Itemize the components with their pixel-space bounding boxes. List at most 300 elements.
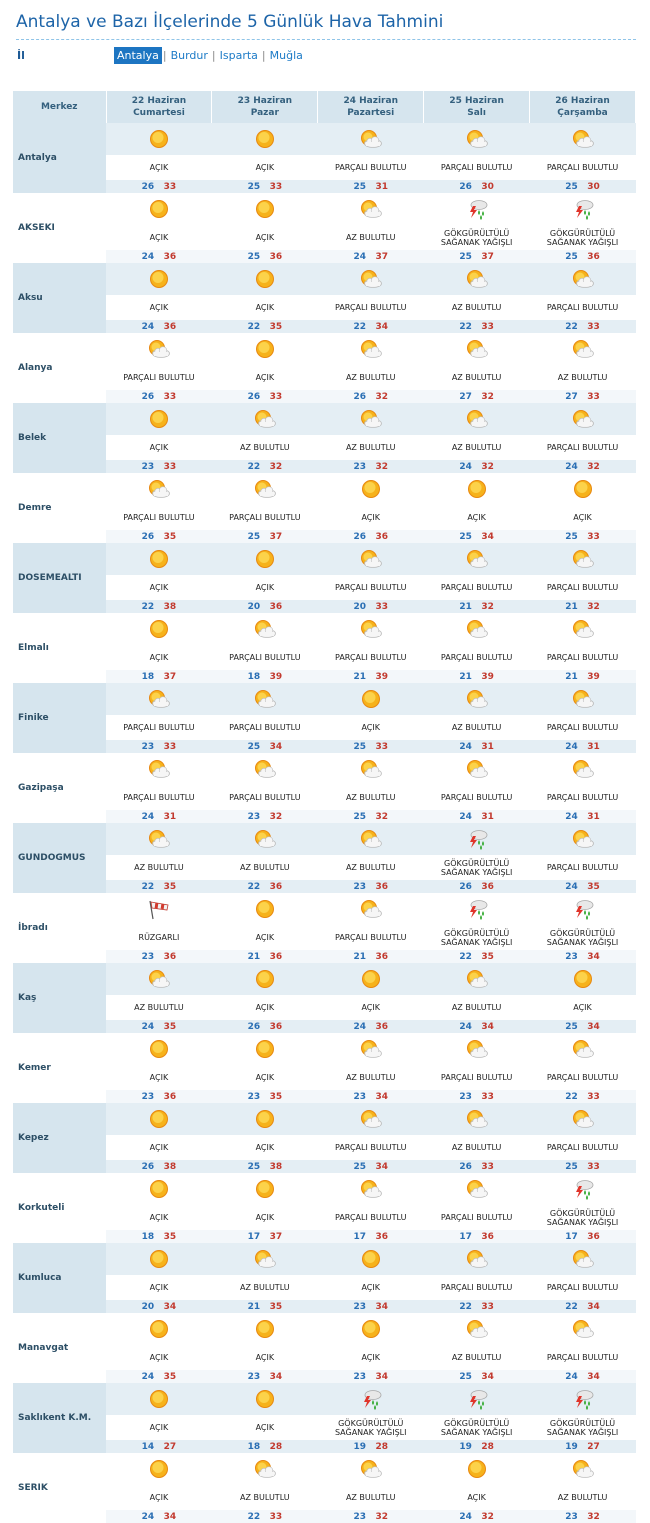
max-temperature: 34: [481, 531, 494, 542]
condition-text: PARÇALI BULUTLU: [440, 653, 513, 662]
sun-icon: [253, 1039, 277, 1058]
weather-icon-cell: [424, 683, 530, 715]
city-name[interactable]: Saklıkent K.M.: [13, 1383, 106, 1453]
min-temperature: 24: [141, 321, 155, 332]
weather-icon-cell: [318, 1383, 424, 1415]
condition-text: AZ BULUTLU: [212, 435, 318, 460]
weather-icon-cell: [318, 1243, 424, 1275]
condition-text: PARÇALI BULUTLU: [530, 715, 636, 740]
weather-icon-cell: [424, 543, 530, 575]
city-row-conditions: [13, 295, 636, 320]
thunderstorm-icon: [465, 1389, 489, 1408]
max-temperature: 33: [163, 741, 177, 752]
temperature-cell: [424, 880, 530, 893]
day-header: [530, 91, 636, 123]
condition-text: RÜZGARLI: [138, 933, 180, 942]
max-temperature: 32: [481, 391, 494, 402]
city-name[interactable]: Kumluca: [13, 1243, 106, 1313]
condition-text: AÇIK: [361, 513, 380, 522]
max-temperature: 36: [269, 601, 283, 612]
condition-text: AÇIK: [106, 1135, 212, 1160]
city-name[interactable]: AKSEKI: [13, 193, 106, 263]
city-row-conditions: [13, 645, 636, 670]
city-name[interactable]: Gazipaşa: [13, 753, 106, 823]
weather-icon-cell: [106, 123, 212, 155]
day-weekday: Pazar: [250, 108, 279, 118]
temperature-cell: [212, 460, 318, 473]
weather-icon-cell: [318, 613, 424, 645]
city-name[interactable]: Finike: [13, 683, 106, 753]
temperature-cell: [212, 1160, 318, 1173]
weather-icon-cell: [212, 1033, 318, 1065]
max-temperature: 30: [481, 181, 494, 192]
max-temperature: 31: [481, 811, 494, 822]
city-name[interactable]: Kepez: [13, 1103, 106, 1173]
city-row-icons: [13, 893, 636, 925]
temperature-cell: [424, 600, 530, 613]
temperature-cell: [318, 740, 424, 753]
min-temperature: 23: [565, 1511, 578, 1522]
weather-icon-cell: [530, 753, 636, 785]
partly-cloudy-icon: [359, 549, 383, 568]
weather-icon-cell: [424, 193, 530, 225]
min-temperature: 23: [247, 811, 261, 822]
condition-text: GÖKGÜRÜLTÜLÜ SAĞANAK YAĞIŞLI: [440, 928, 513, 947]
weather-icon-cell: [530, 963, 636, 995]
city-row-conditions: [13, 785, 636, 810]
min-temperature: 22: [565, 1301, 578, 1312]
sun-icon: [465, 479, 489, 498]
max-temperature: 34: [269, 1371, 283, 1382]
temperature-cell: [106, 950, 212, 963]
weather-icon-cell: [106, 1173, 212, 1205]
max-temperature: 33: [587, 391, 600, 402]
city-row-icons: [13, 1103, 636, 1135]
temperature-cell: [530, 460, 636, 473]
weather-icon-cell: [106, 403, 212, 435]
condition-text: PARÇALI BULUTLU: [123, 373, 195, 382]
min-temperature: 24: [565, 1371, 578, 1382]
min-temperature: 19: [459, 1441, 472, 1452]
tab-separator: |: [162, 49, 167, 62]
condition-text: AZ BULUTLU: [345, 233, 396, 242]
max-temperature: 33: [587, 531, 600, 542]
max-temperature: 34: [375, 1161, 388, 1172]
city-name[interactable]: Manavgat: [13, 1313, 106, 1383]
sun-icon: [253, 549, 277, 568]
table-body: [13, 123, 636, 1523]
city-row-conditions: [13, 1135, 636, 1160]
city-row-icons: [13, 1033, 636, 1065]
sun-icon: [253, 1179, 277, 1198]
max-temperature: 32: [269, 811, 283, 822]
temperature-cell: [106, 1440, 212, 1453]
max-temperature: 34: [587, 951, 600, 962]
min-temperature: 26: [141, 391, 155, 402]
province-label: İl: [17, 49, 25, 62]
min-temperature: 22: [565, 321, 578, 332]
city-name[interactable]: Antalya: [13, 123, 106, 193]
min-temperature: 22: [247, 881, 261, 892]
min-temperature: 25: [247, 181, 261, 192]
condition-text: GÖKGÜRÜLTÜLÜ SAĞANAK YAĞIŞLI: [546, 1208, 619, 1227]
weather-icon-cell: [212, 1173, 318, 1205]
city-row-conditions: [13, 715, 636, 740]
weather-icon-cell: [318, 893, 424, 925]
thunderstorm-icon: [571, 199, 595, 218]
few-clouds-icon: [465, 1109, 489, 1128]
few-clouds-icon: [253, 829, 277, 848]
weather-icon-cell: [106, 1453, 212, 1485]
sun-icon: [359, 689, 383, 708]
min-temperature: 21: [353, 951, 366, 962]
sun-icon: [359, 479, 383, 498]
min-temperature: 14: [141, 1441, 155, 1452]
partly-cloudy-icon: [359, 269, 383, 288]
condition-text: AÇIK: [212, 155, 318, 180]
condition-text: PARÇALI BULUTLU: [546, 653, 619, 662]
temperature-cell: [530, 1230, 636, 1243]
sun-icon: [571, 479, 595, 498]
city-row-temps: [13, 1300, 636, 1313]
condition-text: GÖKGÜRÜLTÜLÜ SAĞANAK YAĞIŞLI: [318, 1415, 424, 1440]
max-temperature: 33: [481, 1301, 494, 1312]
max-temperature: 32: [481, 601, 494, 612]
city-name[interactable]: GUNDOGMUS: [13, 823, 106, 893]
condition-text: AZ BULUTLU: [345, 1073, 396, 1082]
weather-icon-cell: [530, 1453, 636, 1485]
max-temperature: 27: [163, 1441, 177, 1452]
sun-icon: [571, 969, 595, 988]
temperature-cell: [424, 670, 530, 683]
temperature-cell: [318, 1300, 424, 1313]
temperature-cell: [424, 1090, 530, 1103]
temperature-cell: [530, 1440, 636, 1453]
condition-text: GÖKGÜRÜLTÜLÜ SAĞANAK YAĞIŞLI: [546, 928, 619, 947]
temperature-cell: [318, 950, 424, 963]
city-row-conditions: [13, 1065, 636, 1090]
min-temperature: 26: [459, 881, 472, 892]
max-temperature: 30: [587, 181, 600, 192]
weather-icon-cell: [424, 263, 530, 295]
title-divider: [16, 39, 636, 40]
weather-icon-cell: [212, 123, 318, 155]
city-name[interactable]: SERIK: [13, 1453, 106, 1523]
min-temperature: 24: [459, 811, 472, 822]
temperature-cell: [212, 950, 318, 963]
min-temperature: 24: [353, 251, 366, 262]
city-row-temps: [13, 1230, 636, 1243]
few-clouds-icon: [359, 759, 383, 778]
temperature-cell: [318, 390, 424, 403]
sun-icon: [359, 1319, 383, 1338]
weather-icon-cell: [424, 123, 530, 155]
partly-cloudy-icon: [147, 689, 171, 708]
min-temperature: 21: [247, 951, 261, 962]
max-temperature: 32: [375, 1511, 388, 1522]
province-tab[interactable]: Muğla: [269, 49, 303, 62]
min-temperature: 23: [459, 1091, 472, 1102]
max-temperature: 36: [269, 1021, 283, 1032]
weather-icon-cell: [318, 403, 424, 435]
city-name[interactable]: Kaş: [13, 963, 106, 1033]
min-temperature: 26: [353, 391, 366, 402]
city-row-conditions: [13, 225, 636, 250]
partly-cloudy-icon: [147, 339, 171, 358]
weather-icon-cell: [530, 823, 636, 855]
day-date: 26 Haziran: [555, 96, 610, 106]
temperature-cell: [212, 1230, 318, 1243]
condition-text: AÇIK: [149, 653, 169, 662]
min-temperature: 21: [565, 601, 578, 612]
temperature-cell: [318, 460, 424, 473]
min-temperature: 22: [141, 881, 155, 892]
weather-icon-cell: [106, 1103, 212, 1135]
temperature-cell: [530, 810, 636, 823]
city-name[interactable]: Aksu: [13, 263, 106, 333]
max-temperature: 35: [163, 1021, 177, 1032]
condition-text: PARÇALI BULUTLU: [546, 1073, 619, 1082]
city-name[interactable]: DOSEMEALTI: [13, 543, 106, 613]
temperature-cell: [424, 1020, 530, 1033]
temperature-cell: [318, 1160, 424, 1173]
city-row-conditions: [13, 1345, 636, 1370]
weather-icon-cell: [530, 613, 636, 645]
weather-icon-cell: [318, 753, 424, 785]
condition-text: AZ BULUTLU: [345, 373, 396, 382]
city-name[interactable]: Korkuteli: [13, 1173, 106, 1243]
condition-text: AÇIK: [212, 1415, 318, 1440]
condition-text: AZ BULUTLU: [451, 373, 502, 382]
temperature-cell: [106, 250, 212, 263]
condition-text: PARÇALI BULUTLU: [546, 1353, 619, 1362]
temperature-cell: [106, 810, 212, 823]
weather-icon-cell: [106, 823, 212, 855]
city-name[interactable]: Kemer: [13, 1033, 106, 1103]
min-temperature: 24: [141, 1371, 155, 1382]
city-row-temps: [13, 670, 636, 683]
sun-icon: [253, 1319, 277, 1338]
max-temperature: 39: [481, 671, 494, 682]
max-temperature: 33: [481, 1161, 494, 1172]
max-temperature: 36: [481, 881, 494, 892]
partly-cloudy-icon: [571, 549, 595, 568]
sun-icon: [253, 339, 277, 358]
temperature-cell: [424, 950, 530, 963]
max-temperature: 32: [587, 601, 600, 612]
city-row-temps: [13, 180, 636, 193]
weather-icon-cell: [212, 893, 318, 925]
max-temperature: 37: [269, 1231, 283, 1242]
few-clouds-icon: [359, 339, 383, 358]
weather-icon-cell: [212, 1103, 318, 1135]
sun-icon: [253, 1109, 277, 1128]
temperature-cell: [106, 180, 212, 193]
weather-icon-cell: [212, 543, 318, 575]
condition-text: AÇIK: [149, 1073, 169, 1082]
thunderstorm-icon: [571, 1179, 595, 1198]
weather-icon-cell: [212, 333, 318, 365]
page-title: Antalya ve Bazı İlçelerinde 5 Günlük Hava Tahmini: [16, 12, 444, 32]
min-temperature: 24: [353, 1021, 366, 1032]
temperature-cell: [106, 1300, 212, 1313]
city-row-conditions: [13, 1415, 636, 1440]
province-tab[interactable]: Isparta: [219, 49, 258, 62]
temperature-cell: [106, 530, 212, 543]
max-temperature: 31: [481, 741, 494, 752]
temperature-cell: [424, 320, 530, 333]
max-temperature: 33: [375, 601, 388, 612]
weather-icon-cell: [318, 193, 424, 225]
temperature-cell: [424, 460, 530, 473]
max-temperature: 31: [375, 181, 388, 192]
weather-icon-cell: [530, 473, 636, 505]
min-temperature: 19: [353, 1441, 366, 1452]
max-temperature: 34: [587, 1301, 600, 1312]
temperature-cell: [318, 1090, 424, 1103]
sun-icon: [253, 969, 277, 988]
weather-icon-cell: [106, 193, 212, 225]
min-temperature: 23: [353, 1371, 366, 1382]
partly-cloudy-icon: [571, 269, 595, 288]
max-temperature: 33: [481, 1091, 494, 1102]
city-row-icons: [13, 333, 636, 365]
max-temperature: 31: [587, 811, 600, 822]
min-temperature: 25: [565, 251, 578, 262]
partly-cloudy-icon: [571, 129, 595, 148]
temperature-cell: [106, 1370, 212, 1383]
condition-text: PARÇALI BULUTLU: [530, 435, 636, 460]
city-row-icons: [13, 543, 636, 575]
min-temperature: 18: [247, 671, 261, 682]
temperature-cell: [212, 530, 318, 543]
temperature-cell: [318, 1020, 424, 1033]
max-temperature: 39: [375, 671, 388, 682]
condition-text: PARÇALI BULUTLU: [546, 793, 619, 802]
day-date: 24 Haziran: [343, 96, 398, 106]
city-name[interactable]: Elmalı: [13, 613, 106, 683]
max-temperature: 37: [163, 671, 177, 682]
weather-icon-cell: [318, 473, 424, 505]
city-row-temps: [13, 740, 636, 753]
province-tab[interactable]: Burdur: [170, 49, 208, 62]
weather-icon-cell: [530, 1313, 636, 1345]
min-temperature: 22: [247, 1511, 261, 1522]
condition-text: AZ BULUTLU: [424, 295, 530, 320]
condition-text: PARÇALI BULUTLU: [530, 575, 636, 600]
max-temperature: 36: [481, 1231, 494, 1242]
min-temperature: 23: [353, 1511, 366, 1522]
temperature-cell: [106, 1090, 212, 1103]
weather-icon-cell: [212, 403, 318, 435]
min-temperature: 25: [565, 531, 578, 542]
weather-icon-cell: [318, 333, 424, 365]
max-temperature: 34: [375, 321, 388, 332]
city-name[interactable]: Alanya: [13, 333, 106, 403]
partly-cloudy-icon: [465, 549, 489, 568]
min-temperature: 24: [141, 1021, 155, 1032]
condition-text: PARÇALI BULUTLU: [530, 1135, 636, 1160]
weather-icon-cell: [106, 1313, 212, 1345]
temperature-cell: [212, 320, 318, 333]
weather-icon-cell: [212, 823, 318, 855]
min-temperature: 24: [141, 811, 155, 822]
min-temperature: 24: [459, 461, 472, 472]
max-temperature: 36: [587, 1231, 600, 1242]
city-row-conditions: [13, 995, 636, 1020]
min-temperature: 18: [247, 1441, 261, 1452]
temperature-cell: [106, 1160, 212, 1173]
max-temperature: 33: [375, 741, 388, 752]
partly-cloudy-icon: [571, 1249, 595, 1268]
temperature-cell: [530, 250, 636, 263]
day-weekday: Pazartesi: [347, 108, 395, 118]
city-row-temps: [13, 460, 636, 473]
min-temperature: 25: [459, 1371, 472, 1382]
city-row-icons: [13, 1383, 636, 1415]
max-temperature: 35: [269, 1301, 283, 1312]
min-temperature: 17: [247, 1231, 261, 1242]
city-row-icons: [13, 1173, 636, 1205]
temperature-cell: [106, 1230, 212, 1243]
condition-text: AÇIK: [255, 1213, 275, 1222]
max-temperature: 35: [587, 881, 600, 892]
weather-icon-cell: [424, 1243, 530, 1275]
max-temperature: 32: [375, 391, 388, 402]
min-temperature: 21: [565, 671, 578, 682]
weather-icon-cell: [424, 473, 530, 505]
max-temperature: 36: [587, 251, 600, 262]
weather-icon-cell: [212, 1383, 318, 1415]
condition-text: AZ BULUTLU: [451, 1353, 502, 1362]
sun-icon: [147, 409, 171, 428]
weather-icon-cell: [212, 753, 318, 785]
partly-cloudy-icon: [571, 1319, 595, 1338]
min-temperature: 21: [353, 671, 366, 682]
condition-text: AÇIK: [255, 1353, 275, 1362]
weather-icon-cell: [530, 543, 636, 575]
condition-text: AZ BULUTLU: [345, 793, 396, 802]
weather-icon-cell: [530, 123, 636, 155]
temperature-cell: [212, 1510, 318, 1523]
city-name[interactable]: Demre: [13, 473, 106, 543]
weather-icon-cell: [318, 823, 424, 855]
condition-text: PARÇALI BULUTLU: [229, 653, 301, 662]
weather-icon-cell: [318, 1313, 424, 1345]
min-temperature: 26: [141, 531, 155, 542]
sun-icon: [359, 969, 383, 988]
city-name[interactable]: Belek: [13, 403, 106, 473]
city-row-temps: [13, 250, 636, 263]
temperature-cell: [318, 250, 424, 263]
max-temperature: 27: [587, 1441, 600, 1452]
condition-text: AÇIK: [255, 933, 275, 942]
min-temperature: 23: [141, 951, 155, 962]
partly-cloudy-icon: [571, 1109, 595, 1128]
sun-icon: [147, 1389, 171, 1408]
sun-icon: [147, 1109, 171, 1128]
table-header-row: [13, 91, 636, 123]
condition-text: PARÇALI BULUTLU: [530, 295, 636, 320]
city-name[interactable]: İbradı: [13, 893, 106, 963]
province-tab[interactable]: Antalya: [114, 47, 162, 64]
weather-icon-cell: [212, 1453, 318, 1485]
max-temperature: 34: [375, 1091, 388, 1102]
max-temperature: 31: [163, 811, 177, 822]
weather-icon-cell: [318, 1103, 424, 1135]
temperature-cell: [424, 1370, 530, 1383]
min-temperature: 26: [459, 181, 472, 192]
